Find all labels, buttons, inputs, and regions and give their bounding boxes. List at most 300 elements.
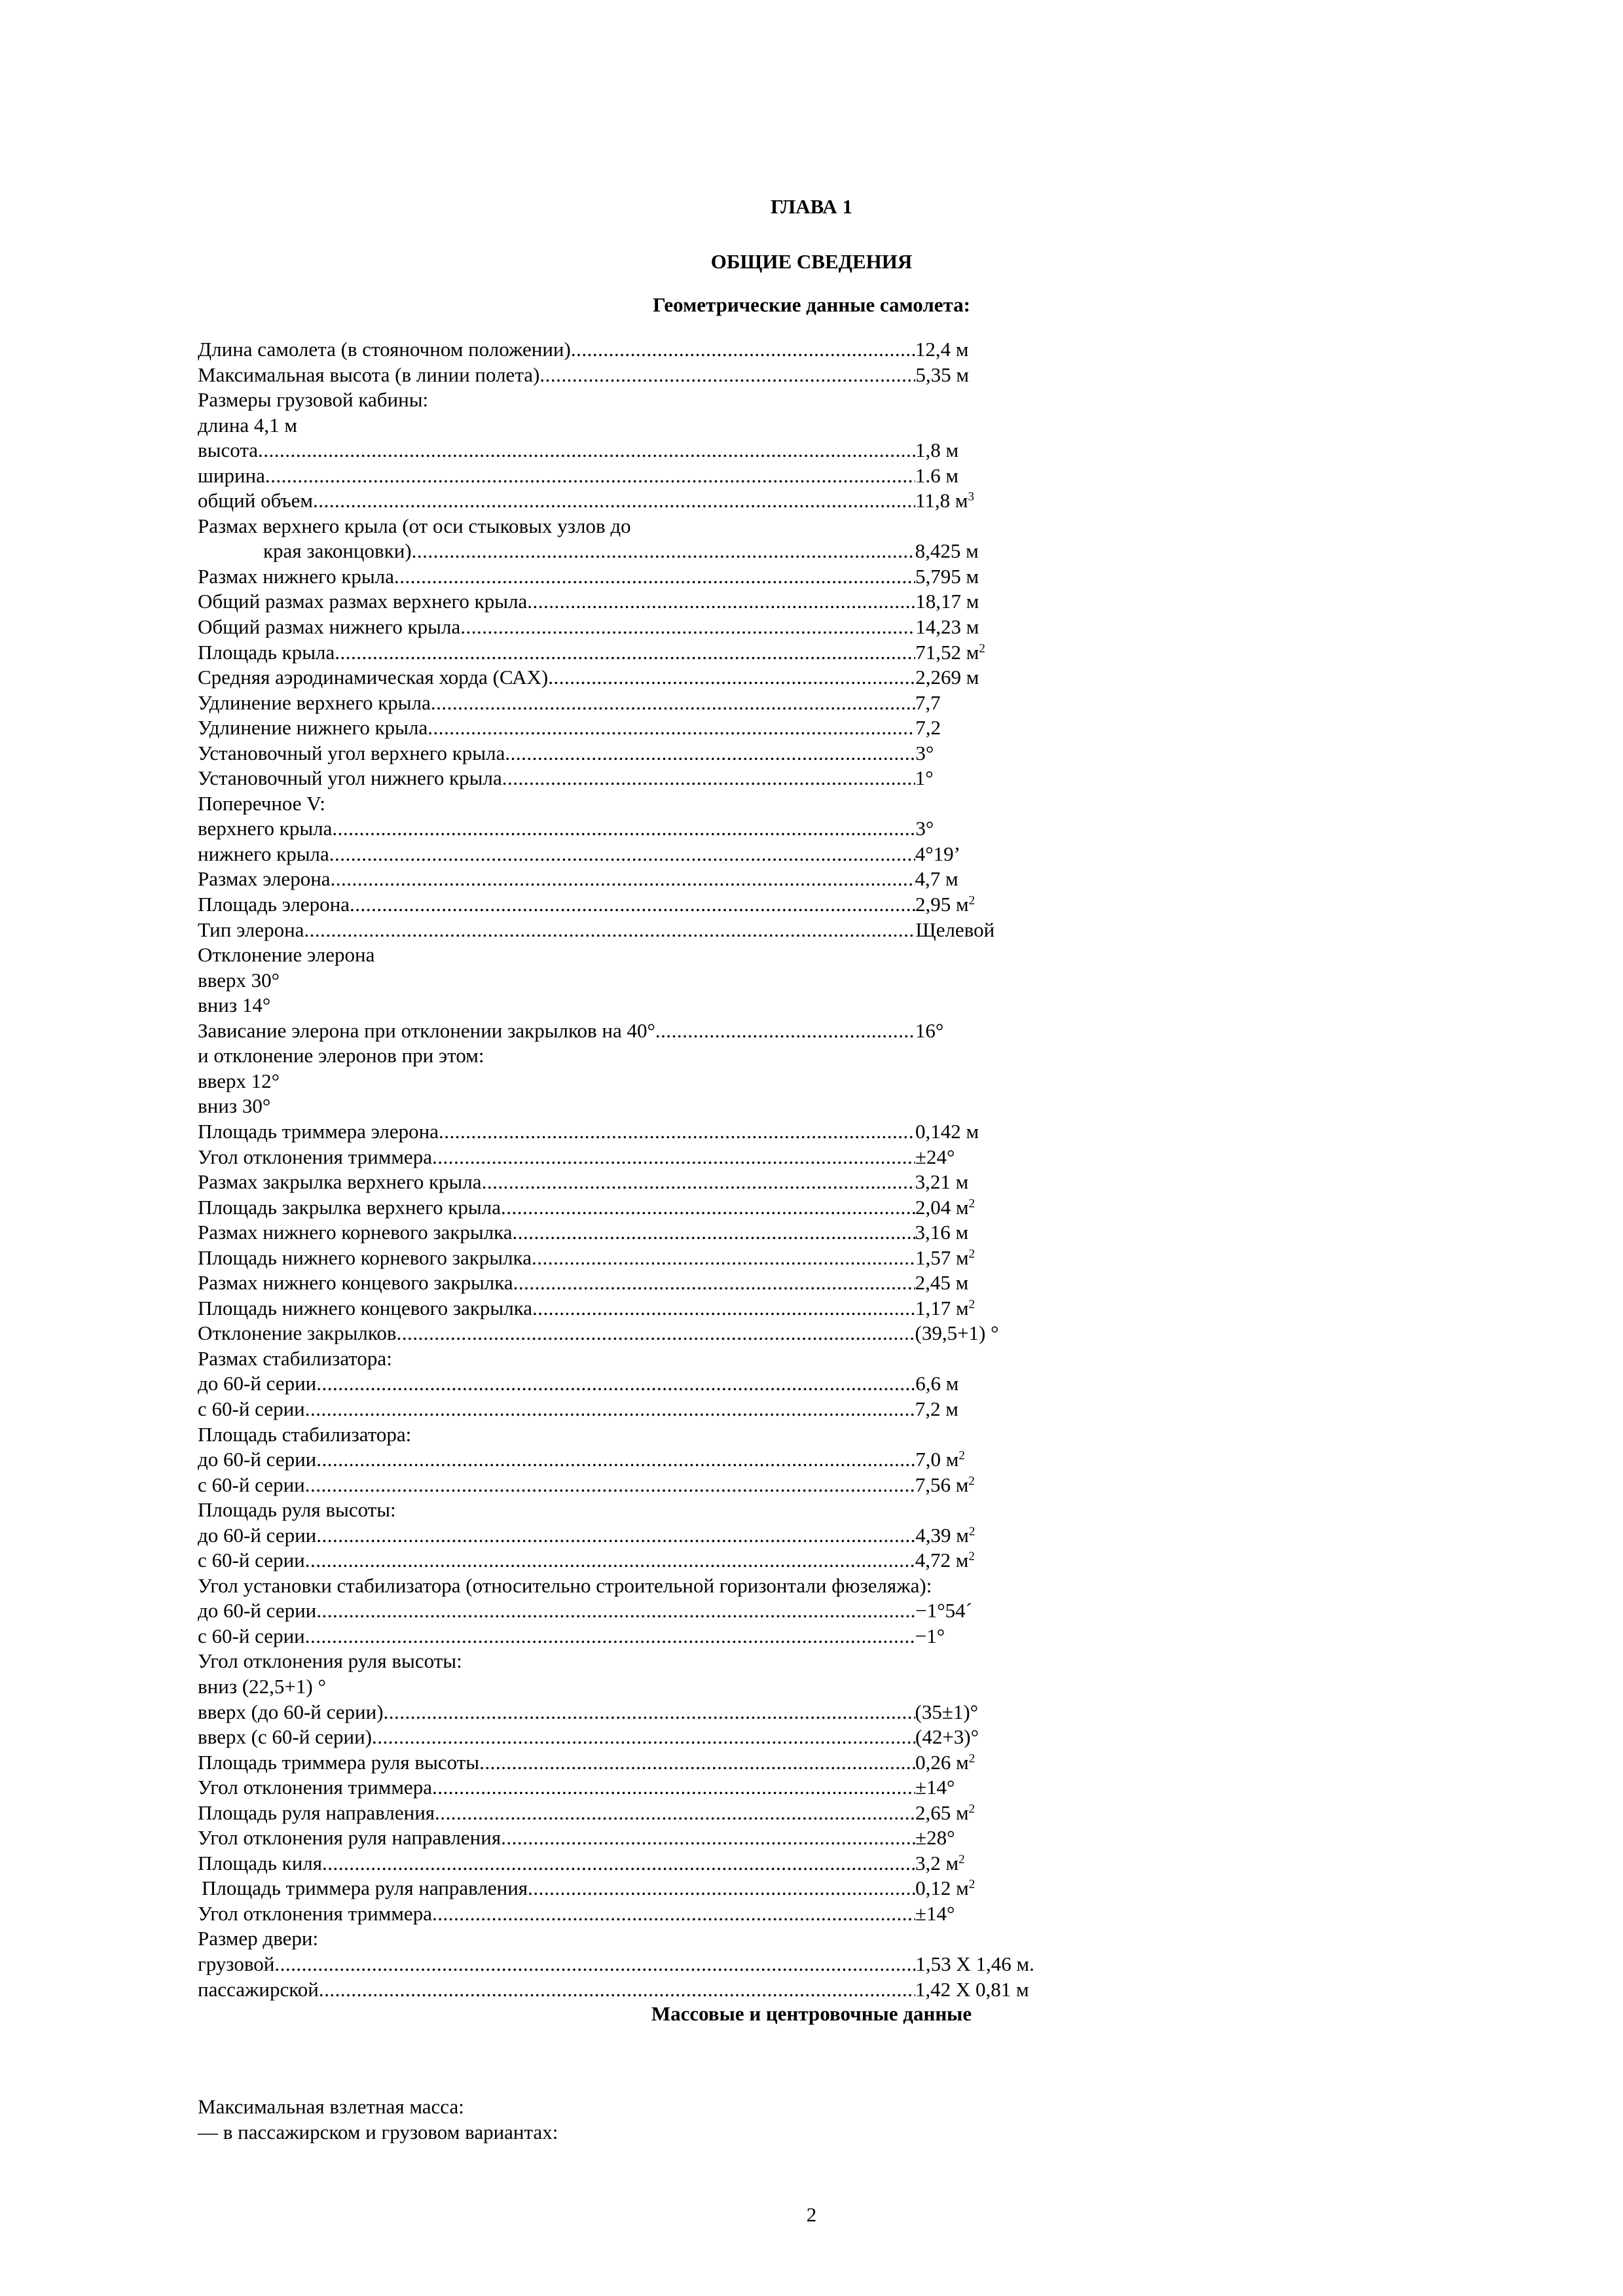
spec-label: Максимальная взлетная масса: bbox=[198, 2095, 464, 2118]
spec-row bbox=[198, 867, 1082, 892]
spec-row bbox=[198, 488, 1082, 514]
dot-leader bbox=[274, 1952, 915, 1977]
spec-value bbox=[915, 1473, 975, 1498]
spec-value bbox=[915, 1397, 958, 1422]
spec-label: до 60-й серии bbox=[198, 1599, 317, 1623]
spec-value bbox=[915, 741, 934, 766]
spec-value-text: 7,0 м bbox=[915, 1448, 959, 1471]
spec-label: с 60-й серии bbox=[198, 1397, 305, 1420]
spec-row bbox=[198, 1901, 1082, 1927]
dot-leader bbox=[482, 1170, 915, 1195]
dot-leader bbox=[335, 640, 915, 666]
unit-exponent: 2 bbox=[968, 1524, 976, 1539]
spec-value-text: ±14° bbox=[915, 1776, 955, 1799]
spec-value bbox=[915, 1321, 999, 1346]
spec-row bbox=[198, 514, 1082, 539]
dot-leader bbox=[571, 337, 915, 363]
spec-value-text: 11,8 м bbox=[915, 489, 968, 512]
spec-value-text: 3,21 м bbox=[915, 1170, 969, 1194]
spec-row bbox=[198, 691, 1082, 716]
spec-row bbox=[198, 1598, 1082, 1624]
spec-value bbox=[915, 463, 958, 489]
spec-row bbox=[198, 1523, 1082, 1549]
spec-row bbox=[198, 564, 1082, 590]
spec-label: Размах верхнего крыла (от оси стыковых узлов до bbox=[198, 514, 631, 537]
spec-label: вниз 30° bbox=[198, 1094, 271, 1118]
spec-row bbox=[198, 1926, 1082, 1952]
spec-value-text: 0,12 м bbox=[915, 1876, 969, 1900]
spec-label: Площадь крыла bbox=[198, 640, 335, 664]
chapter-heading: ГЛАВА 1 bbox=[771, 195, 852, 218]
dot-leader bbox=[539, 363, 915, 388]
spec-value bbox=[915, 1018, 943, 1044]
spec-value bbox=[915, 1270, 969, 1296]
spec-value bbox=[915, 816, 934, 842]
spec-row bbox=[198, 337, 1082, 363]
spec-label: с 60-й серии bbox=[198, 1549, 305, 1572]
spec-label: Размах нижнего корневого закрылка bbox=[198, 1221, 513, 1244]
spec-value-text: 18,17 м bbox=[915, 590, 979, 613]
spec-row bbox=[198, 1170, 1082, 1195]
dot-leader bbox=[384, 1700, 915, 1725]
spec-value-text: ±24° bbox=[915, 1145, 955, 1168]
dot-leader bbox=[316, 1523, 915, 1549]
spec-value bbox=[915, 1170, 969, 1195]
spec-row bbox=[198, 1573, 1082, 1599]
spec-row bbox=[198, 1346, 1082, 1372]
spec-row bbox=[198, 438, 1082, 463]
spec-row bbox=[198, 1422, 1082, 1448]
spec-value-text: 4,39 м bbox=[915, 1523, 969, 1547]
spec-value bbox=[915, 1145, 955, 1170]
spec-label: вверх (с 60-й серии) bbox=[198, 1725, 372, 1749]
spec-label: верхнего крыла bbox=[198, 817, 333, 840]
dot-leader bbox=[432, 1145, 915, 1170]
spec-value-text: 8,425 м bbox=[915, 539, 979, 563]
spec-value bbox=[915, 1624, 945, 1649]
spec-value bbox=[915, 1977, 1029, 2003]
dot-leader bbox=[332, 816, 915, 842]
spec-row bbox=[198, 1750, 1082, 1776]
spec-row bbox=[198, 1624, 1082, 1649]
spec-label: вверх 30° bbox=[198, 968, 280, 992]
spec-label: Установочный угол верхнего крыла bbox=[198, 741, 505, 764]
spec-value-text: 1° bbox=[915, 766, 934, 790]
dot-leader bbox=[331, 867, 915, 892]
dot-leader bbox=[316, 1447, 915, 1473]
spec-label: пассажирской bbox=[198, 1977, 319, 2001]
spec-row bbox=[198, 1321, 1082, 1346]
dot-leader bbox=[532, 1246, 915, 1271]
spec-value bbox=[915, 1447, 965, 1473]
spec-label: Площадь триммера руля направления bbox=[202, 1876, 528, 1900]
dot-leader bbox=[397, 1321, 915, 1346]
spec-label: Площадь триммера элерона bbox=[198, 1119, 439, 1143]
spec-row bbox=[198, 816, 1082, 842]
spec-value bbox=[915, 842, 960, 867]
spec-row bbox=[198, 791, 1082, 817]
dot-leader bbox=[305, 1548, 915, 1573]
spec-label: Угол установки стабилизатора (относительно строительной горизонтали фюзеляжа): bbox=[198, 1573, 932, 1597]
spec-row bbox=[198, 1043, 1082, 1069]
spec-value bbox=[915, 337, 969, 363]
dot-leader bbox=[439, 1119, 915, 1145]
dot-leader bbox=[479, 1750, 915, 1776]
dot-leader bbox=[372, 1725, 915, 1750]
spec-row bbox=[198, 766, 1082, 791]
spec-row bbox=[198, 918, 1082, 943]
spec-row bbox=[198, 1371, 1082, 1397]
spec-row bbox=[198, 413, 1082, 439]
unit-exponent: 2 bbox=[968, 1474, 975, 1488]
unit-exponent: 2 bbox=[968, 1549, 975, 1564]
spec-row bbox=[198, 1246, 1082, 1271]
spec-value-text: 2,269 м bbox=[915, 666, 979, 689]
spec-label: вверх 12° bbox=[198, 1069, 280, 1092]
spec-label: — в пассажирском и грузовом вариантах: bbox=[198, 2120, 558, 2144]
dot-leader bbox=[412, 539, 915, 564]
spec-row bbox=[198, 1851, 1082, 1876]
spec-value-text: 7,7 bbox=[915, 691, 941, 714]
dot-leader bbox=[305, 1624, 915, 1649]
spec-label: грузовой bbox=[198, 1952, 275, 1975]
spec-value-text: 1,42 Х 0,81 м bbox=[915, 1977, 1029, 2001]
spec-row bbox=[198, 589, 1082, 615]
spec-value-text: −1°54´ bbox=[915, 1599, 972, 1623]
spec-label: Угол отклонения триммера bbox=[198, 1901, 432, 1925]
spec-label: вниз 14° bbox=[198, 994, 271, 1017]
spec-row bbox=[198, 539, 1082, 564]
dot-leader bbox=[513, 1270, 915, 1296]
dot-leader bbox=[548, 665, 915, 691]
spec-label: Максимальная высота (в линии полета) bbox=[198, 363, 540, 386]
spec-label: Средняя аэродинамическая хорда (САХ) bbox=[198, 666, 549, 689]
spec-label: Длина самолета (в стояночном положении) bbox=[198, 338, 571, 361]
spec-row bbox=[198, 892, 1082, 918]
spec-label: и отклонение элеронов при этом: bbox=[198, 1044, 484, 1067]
dot-leader bbox=[316, 1598, 915, 1624]
dot-leader bbox=[527, 589, 915, 615]
dot-leader bbox=[435, 1801, 915, 1826]
spec-value bbox=[915, 1548, 975, 1573]
dot-leader bbox=[319, 1977, 915, 2003]
spec-label: Размах нижнего концевого закрылка bbox=[198, 1271, 513, 1295]
spec-row bbox=[198, 1018, 1082, 1044]
spec-label: Установочный угол нижнего крыла bbox=[198, 766, 502, 790]
spec-label: Угол отклонения триммера bbox=[198, 1145, 432, 1168]
spec-value bbox=[915, 615, 979, 640]
spec-value bbox=[915, 438, 958, 463]
chapter-title: ОБЩИЕ СВЕДЕНИЯ bbox=[710, 250, 913, 273]
dot-leader bbox=[655, 1018, 915, 1044]
spec-row bbox=[198, 1447, 1082, 1473]
unit-exponent: 2 bbox=[968, 1877, 976, 1892]
dot-leader bbox=[432, 1775, 915, 1801]
dot-leader bbox=[460, 615, 915, 640]
spec-value-text: 5,795 м bbox=[915, 564, 979, 588]
spec-value bbox=[915, 1195, 975, 1221]
spec-value bbox=[915, 867, 958, 892]
spec-row bbox=[198, 1775, 1082, 1801]
spec-value-text: 2,45 м bbox=[915, 1271, 969, 1295]
unit-exponent: 2 bbox=[968, 1802, 976, 1816]
spec-value bbox=[915, 766, 934, 791]
spec-label: Площадь руля высоты: bbox=[198, 1498, 396, 1522]
spec-row bbox=[198, 1952, 1082, 1977]
spec-row bbox=[198, 665, 1082, 691]
spec-value-text: 2,95 м bbox=[915, 893, 969, 916]
spec-row bbox=[198, 1296, 1082, 1321]
spec-row bbox=[198, 715, 1082, 741]
spec-value bbox=[915, 564, 979, 590]
spec-label: Общий размах размах верхнего крыла bbox=[198, 590, 528, 613]
spec-label: Размах нижнего крыла bbox=[198, 564, 394, 588]
spec-value bbox=[915, 665, 979, 691]
spec-label: Площадь киля bbox=[198, 1851, 323, 1874]
geometry-spec-list bbox=[198, 337, 1082, 2002]
dot-leader bbox=[322, 1851, 915, 1876]
spec-label: Площадь триммера руля высоты bbox=[198, 1750, 480, 1774]
spec-value-text: Щелевой bbox=[915, 918, 995, 941]
spec-value bbox=[915, 1598, 972, 1624]
spec-row bbox=[198, 1700, 1082, 1725]
spec-label: Размеры грузовой кабины: bbox=[198, 388, 429, 412]
spec-value bbox=[915, 1952, 1034, 1977]
dot-leader bbox=[329, 842, 915, 867]
dot-leader bbox=[304, 918, 915, 943]
spec-row bbox=[198, 1145, 1082, 1170]
spec-row bbox=[198, 1195, 1082, 1221]
spec-label: Угол отклонения руля направления bbox=[198, 1826, 501, 1850]
spec-value-text: 71,52 м bbox=[915, 640, 979, 664]
spec-row bbox=[198, 1119, 1082, 1145]
spec-row bbox=[198, 1876, 1082, 1901]
spec-label: с 60-й серии bbox=[198, 1624, 305, 1647]
spec-value bbox=[915, 1220, 969, 1246]
spec-value-text: 7,2 м bbox=[915, 1397, 958, 1420]
unit-exponent: 2 bbox=[968, 1247, 976, 1261]
spec-row bbox=[198, 1649, 1082, 1674]
spec-label: Площадь стабилизатора: bbox=[198, 1422, 412, 1446]
spec-value-text: 16° bbox=[915, 1018, 944, 1042]
spec-value-text: (35±1)° bbox=[915, 1700, 979, 1723]
spec-value bbox=[915, 488, 974, 514]
spec-label: Площадь нижнего корневого закрылка bbox=[198, 1246, 532, 1269]
spec-value bbox=[915, 1725, 979, 1750]
spec-label: края законцовки) bbox=[263, 539, 412, 563]
dot-leader bbox=[502, 766, 915, 791]
spec-label: вниз (22,5+1) ° bbox=[198, 1674, 326, 1698]
spec-value bbox=[915, 1825, 955, 1851]
spec-row bbox=[198, 640, 1082, 666]
dot-leader bbox=[532, 1296, 915, 1321]
mass-spec-list bbox=[198, 2094, 1082, 2145]
dot-leader bbox=[350, 892, 915, 918]
spec-label: Площадь элерона bbox=[198, 893, 350, 916]
unit-exponent: 2 bbox=[968, 893, 976, 908]
dot-leader bbox=[305, 1473, 915, 1498]
spec-row bbox=[198, 1270, 1082, 1296]
spec-row bbox=[198, 1977, 1082, 2003]
spec-value bbox=[915, 1851, 965, 1876]
list-item bbox=[198, 2120, 1082, 2145]
spec-label: вверх (до 60-й серии) bbox=[198, 1700, 384, 1723]
spec-value-text: (42+3)° bbox=[915, 1725, 979, 1749]
spec-row bbox=[198, 741, 1082, 766]
spec-value-text: 3,16 м bbox=[915, 1221, 969, 1244]
spec-label: с 60-й серии bbox=[198, 1473, 305, 1496]
mass-section-heading: Массовые и центровочные данные bbox=[651, 2002, 972, 2025]
spec-value-text: 1,57 м bbox=[915, 1246, 969, 1269]
spec-label: Зависание элерона при отклонении закрылков на 40° bbox=[198, 1018, 655, 1042]
spec-label: Отклонение элерона bbox=[198, 943, 375, 967]
list-item bbox=[198, 2094, 1082, 2120]
unit-exponent: 2 bbox=[968, 1297, 976, 1312]
spec-value-text: 0,26 м bbox=[915, 1750, 969, 1774]
unit-exponent: 2 bbox=[958, 1852, 965, 1867]
spec-value bbox=[915, 1296, 975, 1321]
spec-value-text: 4,72 м bbox=[915, 1549, 969, 1572]
dot-leader bbox=[528, 1876, 915, 1901]
spec-row bbox=[198, 842, 1082, 867]
spec-row bbox=[198, 993, 1082, 1018]
spec-value-text: 0,142 м bbox=[915, 1119, 979, 1143]
spec-value bbox=[915, 918, 994, 943]
dot-leader bbox=[432, 1901, 915, 1927]
dot-leader bbox=[316, 1371, 915, 1397]
spec-label: до 60-й серии bbox=[198, 1523, 317, 1547]
unit-exponent: 2 bbox=[968, 1196, 976, 1211]
spec-label: Общий размах нижнего крыла bbox=[198, 615, 461, 639]
spec-value-text: 1.6 м bbox=[915, 463, 959, 487]
spec-row bbox=[198, 463, 1082, 489]
spec-value bbox=[915, 1700, 979, 1725]
spec-value-text: 4°19’ bbox=[915, 842, 960, 865]
dot-leader bbox=[258, 438, 915, 463]
spec-value bbox=[915, 715, 941, 741]
spec-value bbox=[915, 892, 975, 918]
spec-label: до 60-й серии bbox=[198, 1372, 317, 1395]
spec-row bbox=[198, 363, 1082, 388]
spec-value-text: 6,6 м bbox=[915, 1372, 959, 1395]
spec-value-text: 4,7 м bbox=[915, 867, 958, 891]
page-number: 2 bbox=[806, 2203, 817, 2226]
spec-value bbox=[915, 1876, 975, 1901]
spec-label: Удлинение верхнего крыла bbox=[198, 691, 431, 714]
spec-value bbox=[915, 1371, 958, 1397]
spec-label: Площадь закрылка верхнего крыла bbox=[198, 1195, 501, 1219]
dot-leader bbox=[305, 1397, 915, 1422]
spec-value bbox=[915, 691, 941, 716]
dot-leader bbox=[265, 463, 915, 489]
spec-value bbox=[915, 1246, 975, 1271]
spec-label: высота bbox=[198, 439, 259, 462]
spec-row bbox=[198, 387, 1082, 413]
spec-label: Площадь нижнего концевого закрылка bbox=[198, 1296, 533, 1319]
spec-label: Тип элерона bbox=[198, 918, 304, 941]
spec-value bbox=[915, 539, 979, 564]
spec-value bbox=[915, 1901, 955, 1927]
dot-leader bbox=[513, 1220, 915, 1246]
spec-label: нижнего крыла bbox=[198, 842, 329, 865]
geometry-section-heading: Геометрические данные самолета: bbox=[653, 293, 970, 316]
spec-label: Поперечное V: bbox=[198, 791, 325, 815]
spec-row bbox=[198, 1473, 1082, 1498]
spec-value bbox=[915, 1801, 975, 1826]
spec-value-text: 3,2 м bbox=[915, 1851, 959, 1874]
spec-row bbox=[198, 968, 1082, 994]
spec-label: Отклонение закрылков bbox=[198, 1321, 397, 1345]
dot-leader bbox=[431, 691, 915, 716]
spec-row bbox=[198, 1069, 1082, 1094]
spec-value-text: 1,53 Х 1,46 м. bbox=[915, 1952, 1034, 1975]
spec-value-text: 1,17 м bbox=[915, 1296, 969, 1319]
spec-row bbox=[198, 615, 1082, 640]
dot-leader bbox=[501, 1825, 915, 1851]
spec-value bbox=[915, 1750, 975, 1776]
dot-leader bbox=[313, 488, 915, 514]
spec-row bbox=[198, 1397, 1082, 1422]
spec-value-text: ±28° bbox=[915, 1826, 955, 1850]
unit-exponent: 2 bbox=[968, 1751, 976, 1766]
spec-value-text: 5,35 м bbox=[915, 363, 969, 386]
dot-leader bbox=[428, 715, 915, 741]
spec-label: Угол отклонения триммера bbox=[198, 1776, 432, 1799]
spec-row bbox=[198, 1801, 1082, 1826]
unit-exponent: 2 bbox=[979, 641, 985, 656]
unit-exponent: 3 bbox=[968, 490, 974, 504]
dot-leader bbox=[501, 1195, 915, 1221]
spec-row bbox=[198, 1498, 1082, 1523]
spec-value-text: 1,8 м bbox=[915, 439, 959, 462]
unit-exponent: 2 bbox=[958, 1448, 965, 1463]
spec-label: Размах закрылка верхнего крыла bbox=[198, 1170, 482, 1194]
spec-value-text: 7,56 м bbox=[915, 1473, 969, 1496]
spec-row bbox=[198, 1674, 1082, 1700]
spec-label: Угол отклонения руля высоты: bbox=[198, 1649, 462, 1673]
spec-label: Размах элерона bbox=[198, 867, 331, 891]
spec-value bbox=[915, 589, 979, 615]
dot-leader bbox=[505, 741, 915, 766]
spec-row bbox=[198, 1548, 1082, 1573]
spec-value-text: 2,65 м bbox=[915, 1801, 969, 1824]
spec-value bbox=[915, 363, 969, 388]
spec-label: ширина bbox=[198, 463, 265, 487]
spec-value-text: 14,23 м bbox=[915, 615, 979, 639]
spec-row bbox=[198, 1220, 1082, 1246]
spec-label: Размах стабилизатора: bbox=[198, 1346, 392, 1370]
spec-value bbox=[915, 640, 985, 666]
spec-value-text: 3° bbox=[915, 817, 934, 840]
spec-row bbox=[198, 1094, 1082, 1119]
spec-label: до 60-й серии bbox=[198, 1448, 317, 1471]
spec-label: Площадь руля направления bbox=[198, 1801, 435, 1824]
spec-row bbox=[198, 1725, 1082, 1750]
dot-leader bbox=[394, 564, 915, 590]
spec-row bbox=[198, 942, 1082, 968]
spec-label: длина 4,1 м bbox=[198, 413, 298, 437]
spec-value bbox=[915, 1523, 975, 1549]
spec-value bbox=[915, 1775, 955, 1801]
spec-label: Удлинение нижнего крыла bbox=[198, 716, 428, 740]
spec-label: общий объем bbox=[198, 489, 313, 512]
spec-label: Размер двери: bbox=[198, 1927, 319, 1950]
spec-value-text: −1° bbox=[915, 1624, 945, 1647]
spec-value-text: 2,04 м bbox=[915, 1195, 969, 1219]
spec-value bbox=[915, 1119, 979, 1145]
spec-value-text: 7,2 bbox=[915, 716, 941, 740]
spec-value-text: 12,4 м bbox=[915, 338, 969, 361]
